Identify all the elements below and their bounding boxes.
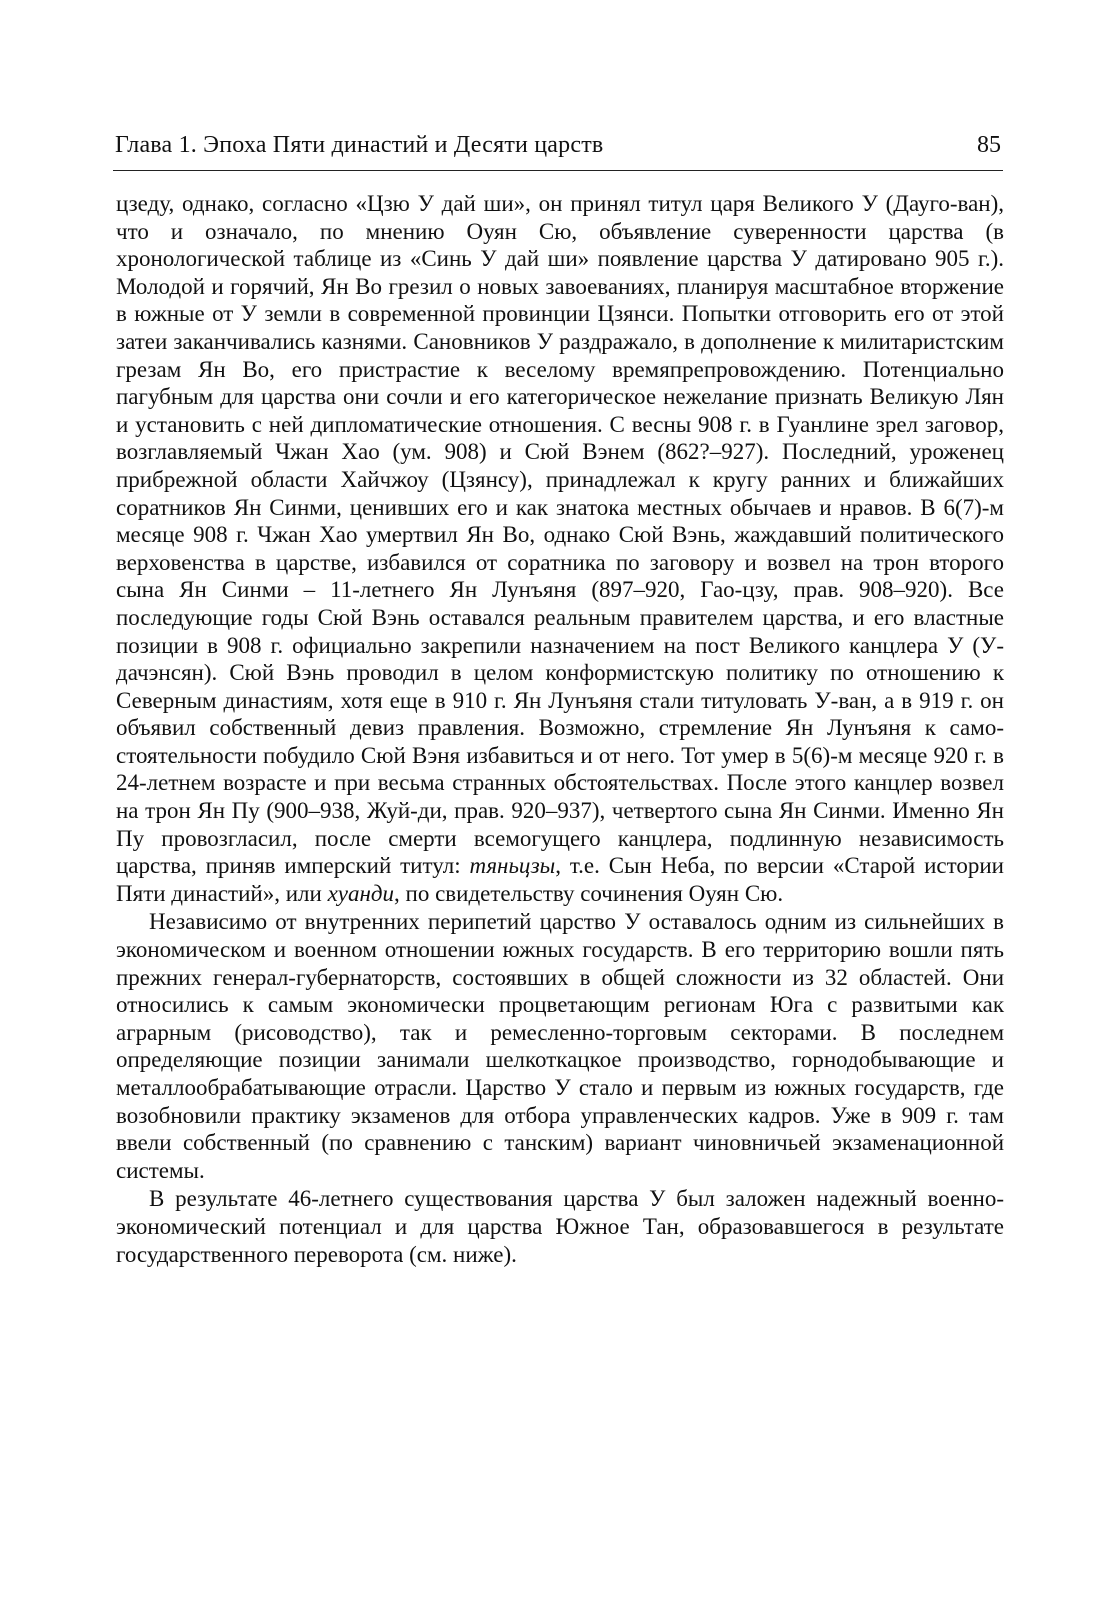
paragraph-1-text-b: , т.е. Сын Неба, по версии «Старой истории Пяти династий», или — [116, 853, 1004, 906]
running-header — [113, 128, 1003, 171]
page-number: 85 — [977, 132, 1001, 158]
paragraph-2: Независимо от внутренних перипетий царство У оставалось одним из сильнейших в экономическом и военном отношении южных государств. В его территорию вошли пять прежних генерал-губернаторств, состоявших в общей сложности из 32 областей. Они относились к самым экономически процветающим регионам Юга с развитыми как аграрным (рисоводство), так и ремесленно-торговым секторами. В последнем определяющие позиции занимали шелкоткацкое производство, горнодобывающие и металлообрабатывающие отрасли. Царство У стало и первым из южных государств, где возобновили практику экзаменов для отбора управленческих кадров. Уже в 909 г. там ввели собственный (по сравнению с танским) вариант чиновничьей экзаменационной системы. — [116, 909, 1004, 1183]
body-text — [116, 190, 1004, 1268]
paragraph-1 — [116, 190, 1004, 907]
paragraph-3: В результате 46-летнего существования царства У был заложен надежный военно-экономический потенциал и для царства Южное Тан, образовавшегося в результате государственного переворота (см. ниже). — [116, 1186, 1004, 1267]
term-huangdi: хуанди — [327, 880, 395, 906]
chapter-title: Глава 1. Эпоха Пяти династий и Десяти царств — [115, 132, 604, 158]
paragraph-1-text-c: , по свидетельству сочинения Оуян Сю. — [394, 880, 784, 906]
term-tianzi: тяньцзы — [469, 853, 556, 879]
paragraph-1-text-a: цзеду, однако, согласно «Цзю У дай ши», он принял титул царя Великого У (Дауго-ван), что и означало, по мнению Оуян Сю, объявление суверенности царства (в хронологической таблице из «Синь У дай ши» появление царства У датировано 905 г.). Молодой и горячий, Ян Во грезил о новых завоеваниях, планируя масштабное вторжение в южные от У земли в современной провинции Цзянси. Попытки отговорить его от этой затеи заканчивались казнями. Сановников У раздражало, в дополнение к милитаристским грезам Ян Во, его пристрастие к веселому времяпрепровождению. Потенциально пагубным для царства они сочли и его категорическое нежелание признать Великую Лян и установить с ней дипломатические отношения. С весны 908 г. в Гуанлине зрел заговор, возглавляемый Чжан Хао (ум. 908) и Сюй Вэнем (862?–927). Последний, уроженец прибрежной области Хайчжоу (Цзянсу), принадлежал к кругу ранних и ближайших соратников Ян Синми, ценивших его и как знатока местных обычаев и нравов. В 6(7)-м месяце 908 г. Чжан Хао умертвил Ян Во, однако Сюй Вэнь, жаждавший политического верховенства в царстве, избавился от соратника по заговору и возвел на трон второго сына Ян Синми – 11-летнего Ян Лунъяня (897–920, Гао-цзу, прав. 908–920). Все последующие годы Сюй Вэнь оставался реальным правителем царства, и его властные позиции в 908 г. официально закрепили назначением на пост Великого канцлера У (У-дачэнсян). Сюй Вэнь проводил в целом конформистскую политику по отношению к Северным династиям, хотя еще в 910 г. Ян Лунъяня стали титуловать У-ван, а в 919 г. он объявил собственный девиз правления. Возможно, стремление Ян Лунъяня к самостоятельности побудило Сюй Вэня избавиться и от него. Тот умер в 5(6)-м месяце 920 г. в 24-летнем возрасте и при весьма странных обстоятельствах. После этого канцлер возвел на трон Ян Пу (900–938, Жуй-ди, прав. 920–937), четвертого сына Ян Синми. Именно Ян Пу провозгласил, после смерти всемогущего канцлера, подлинную независимость царства, приняв имперский титул: — [116, 191, 1004, 879]
